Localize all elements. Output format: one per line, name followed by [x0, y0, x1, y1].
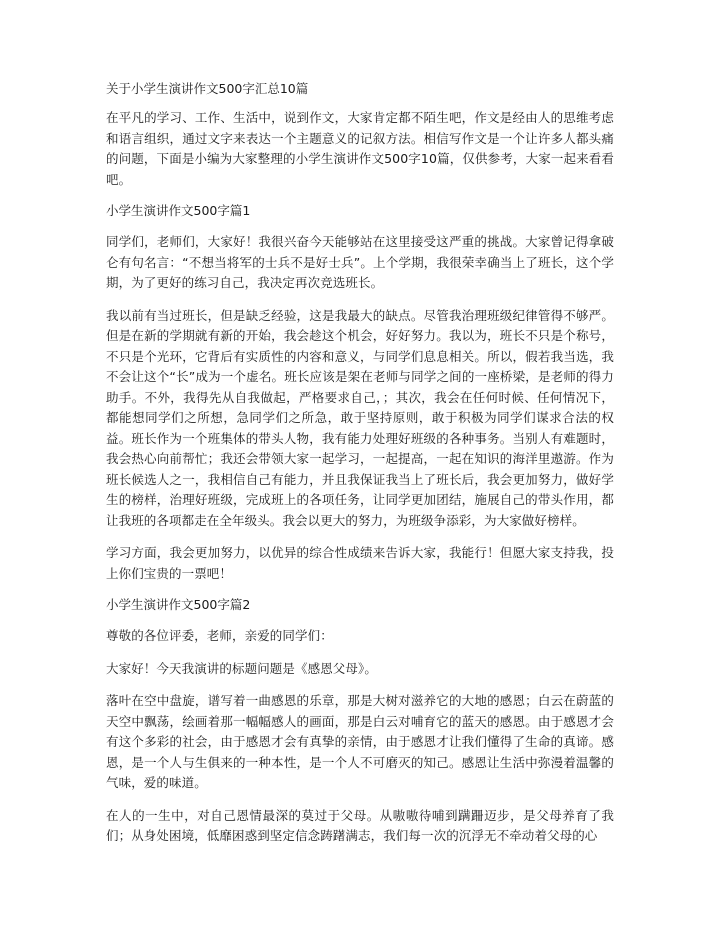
document-title: 关于小学生演讲作文500字汇总10篇 — [106, 81, 309, 96]
section-1-paragraph: 同学们，老师们，大家好！我很兴奋今天能够站在这里接受这严重的挑战。大家曾记得拿破仑有句名言：“不想当将军的士兵不是好士兵”。上个学期，我很荣幸确当上了班长，这个学期，为了更好的练习自己，我决定再次竞选班长。 — [106, 234, 614, 290]
section-1-paragraph: 学习方面，我会更加努力，以优异的综合性成绩来告诉大家，我能行！但愿大家支持我，投上你们宝贵的一票吧！ — [106, 545, 614, 581]
document-page — [106, 80, 614, 859]
section-1-paragraph: 我以前有当过班长，但是缺乏经验，这是我最大的缺点。尽管我治理班级纪律管得不够严。但是在新的学期就有新的开始，我会趁这个机会，好好努力。我以为，班长不只是个称号，不只是个光环，它背后有实质性的内容和意义，与同学们息息相关。所以，假若我当选，我不会让这个“长”成为一个虚名。班长应该是架在老师与同学之间的一座桥梁，是老师的得力助手。不外，我得先从自我做起，严格要求自己，；其次，我会在任何时候、任何情况下，都能想同学们之所想，急同学们之所急，敢于坚持原则，敢于积极为同学们谋求合法的权益。班长作为一个班集体的带头人物，我有能力处理好班级的各种事务。当别人有难题时，我会热心向前帮忙；我还会带领大家一起学习，一起提高，一起在知识的海洋里遨游。作为班长候选人之一，我相信自己有能力，并且我保证我当上了班长后，我会更加努力，做好学生的榜样，治理好班级，完成班上的各项任务，让同学更加团结，施展自己的带头作用，都让我班的各项都走在全年级头。我会以更大的努力，为班级争添彩，为大家做好榜样。 — [106, 307, 614, 528]
section-2-paragraph: 落叶在空中盘旋，谱写着一曲感恩的乐章，那是大树对滋养它的大地的感恩；白云在蔚蓝的天空中飘荡，绘画着那一幅幅感人的画面，那是白云对哺育它的蓝天的感恩。由于感恩才会有这个多彩的社会，由于感恩才会有真挚的亲情，由于感恩才让我们懂得了生命的真谛。感恩，是一个人与生俱来的一种本性，是一个人不可磨灭的知己。感恩让生活中弥漫着温馨的气味，爱的味道。 — [106, 693, 614, 790]
section-2-paragraph: 尊敬的各位评委，老师，亲爱的同学们： — [106, 628, 333, 643]
intro-paragraph: 在平凡的学习、工作、生活中，说到作文，大家肯定都不陌生吧，作文是经由人的思维考虑和语言组织，通过文字来表达一个主题意义的记叙方法。相信写作文是一个让许多人都头痛的问题，下面是小编为大家整理的小学生演讲作文500字10篇，仅供参考，大家一起来看看吧。 — [106, 110, 614, 187]
section-2-paragraph: 大家好！今天我演讲的标题问题是《感恩父母》。 — [106, 660, 377, 676]
section-heading-1: 小学生演讲作文500字篇1 — [106, 203, 251, 218]
section-2-paragraph: 在人的一生中，对自己恩情最深的莫过于父母。从嗷嗷待哺到蹒跚迈步，是父母养育了我们；从身处困境，低靡困惑到坚定信念踌躇满志，我们每一次的沉浮无不牵动着父母的心 — [106, 807, 614, 843]
section-heading-2: 小学生演讲作文500字篇2 — [106, 597, 251, 612]
